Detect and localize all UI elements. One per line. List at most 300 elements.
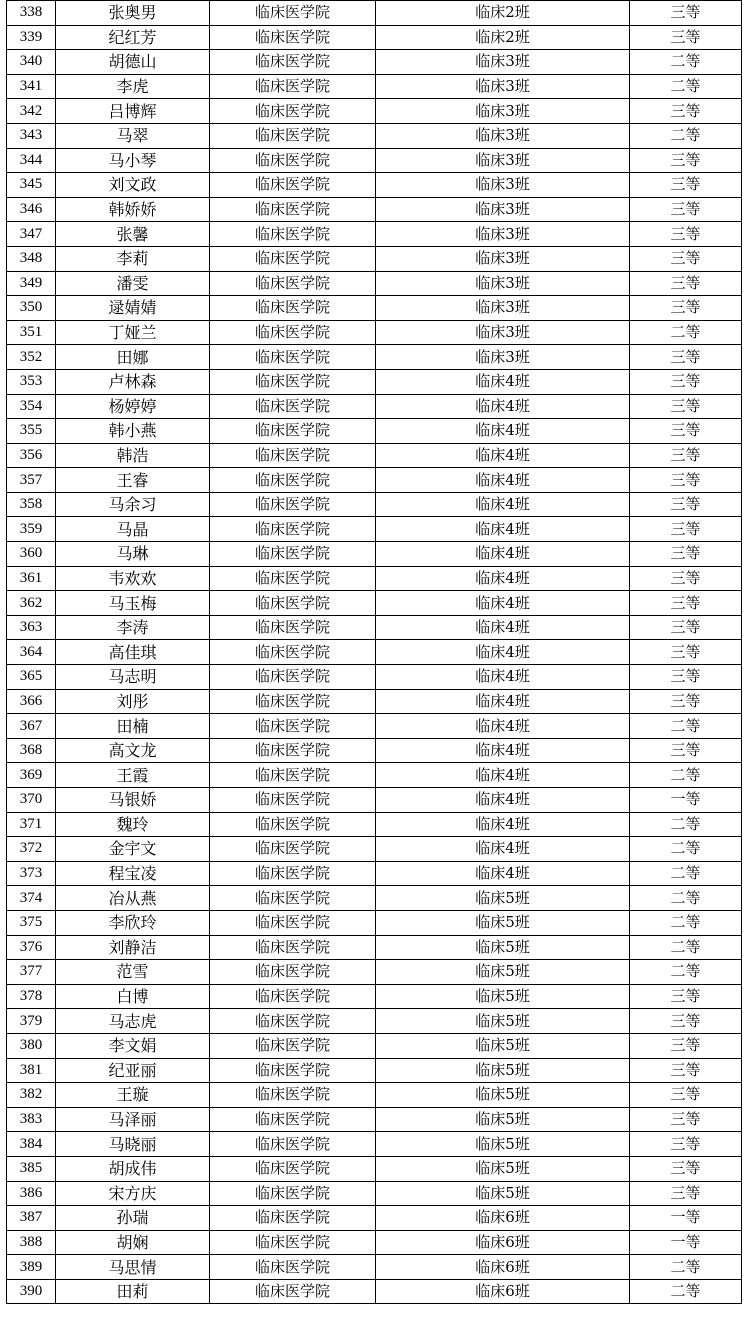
- college-name: 临床医学院: [210, 419, 376, 444]
- award-level: 三等: [630, 173, 742, 198]
- award-level: 二等: [630, 886, 742, 911]
- award-level: 三等: [630, 271, 742, 296]
- student-name: 田娜: [56, 345, 210, 370]
- college-name: 临床医学院: [210, 222, 376, 247]
- award-level: 三等: [630, 984, 742, 1009]
- college-name: 临床医学院: [210, 984, 376, 1009]
- row-number: 365: [7, 665, 56, 690]
- student-name: 马小琴: [56, 148, 210, 173]
- class-name: 临床4班: [376, 468, 630, 493]
- table-row: [7, 689, 742, 714]
- award-level: 二等: [630, 320, 742, 345]
- college-name: 临床医学院: [210, 50, 376, 75]
- row-number: 383: [7, 1107, 56, 1132]
- award-level: 三等: [630, 689, 742, 714]
- class-name: 临床4班: [376, 665, 630, 690]
- award-level: 三等: [630, 222, 742, 247]
- college-name: 临床医学院: [210, 1107, 376, 1132]
- class-name: 临床5班: [376, 1033, 630, 1058]
- college-name: 临床医学院: [210, 861, 376, 886]
- college-name: 临床医学院: [210, 148, 376, 173]
- student-name: 王睿: [56, 468, 210, 493]
- award-level: 二等: [630, 910, 742, 935]
- college-name: 临床医学院: [210, 296, 376, 321]
- student-name: 张馨: [56, 222, 210, 247]
- college-name: 临床医学院: [210, 1132, 376, 1157]
- college-name: 临床医学院: [210, 320, 376, 345]
- class-name: 临床4班: [376, 738, 630, 763]
- class-name: 临床3班: [376, 246, 630, 271]
- college-name: 临床医学院: [210, 1230, 376, 1255]
- row-number: 343: [7, 123, 56, 148]
- college-name: 临床医学院: [210, 173, 376, 198]
- college-name: 临床医学院: [210, 1009, 376, 1034]
- award-level: 三等: [630, 1156, 742, 1181]
- award-level: 三等: [630, 296, 742, 321]
- table-row: [7, 394, 742, 419]
- class-name: 临床3班: [376, 345, 630, 370]
- college-name: 临床医学院: [210, 492, 376, 517]
- table-row: [7, 1132, 742, 1157]
- college-name: 临床医学院: [210, 935, 376, 960]
- row-number: 357: [7, 468, 56, 493]
- table-row: [7, 1083, 742, 1108]
- college-name: 临床医学院: [210, 763, 376, 788]
- class-name: 临床2班: [376, 25, 630, 50]
- class-name: 临床2班: [376, 1, 630, 26]
- college-name: 临床医学院: [210, 517, 376, 542]
- row-number: 370: [7, 788, 56, 813]
- class-name: 临床5班: [376, 1181, 630, 1206]
- table-row: [7, 246, 742, 271]
- row-number: 338: [7, 1, 56, 26]
- table-row: [7, 1, 742, 26]
- college-name: 临床医学院: [210, 1033, 376, 1058]
- award-level: 二等: [630, 1279, 742, 1304]
- table-row: [7, 468, 742, 493]
- table-row: [7, 1230, 742, 1255]
- class-name: 临床3班: [376, 296, 630, 321]
- college-name: 临床医学院: [210, 369, 376, 394]
- table-row: [7, 197, 742, 222]
- class-name: 临床3班: [376, 99, 630, 124]
- class-name: 临床3班: [376, 123, 630, 148]
- table-row: [7, 886, 742, 911]
- row-number: 345: [7, 173, 56, 198]
- table-row: [7, 738, 742, 763]
- class-name: 临床3班: [376, 148, 630, 173]
- row-number: 371: [7, 812, 56, 837]
- award-level: 三等: [630, 1083, 742, 1108]
- table-row: [7, 1279, 742, 1304]
- row-number: 374: [7, 886, 56, 911]
- row-number: 380: [7, 1033, 56, 1058]
- class-name: 临床4班: [376, 369, 630, 394]
- college-name: 临床医学院: [210, 394, 376, 419]
- student-name: 冶从燕: [56, 886, 210, 911]
- student-name: 王霞: [56, 763, 210, 788]
- college-name: 临床医学院: [210, 1181, 376, 1206]
- row-number: 379: [7, 1009, 56, 1034]
- table-row: [7, 148, 742, 173]
- row-number: 349: [7, 271, 56, 296]
- college-name: 临床医学院: [210, 640, 376, 665]
- college-name: 临床医学院: [210, 591, 376, 616]
- award-level: 三等: [630, 1058, 742, 1083]
- student-name: 李欣玲: [56, 910, 210, 935]
- table-row: [7, 615, 742, 640]
- row-number: 352: [7, 345, 56, 370]
- student-name: 田楠: [56, 714, 210, 739]
- student-name: 李涛: [56, 615, 210, 640]
- table-row: [7, 50, 742, 75]
- table-row: [7, 1058, 742, 1083]
- student-name: 杨婷婷: [56, 394, 210, 419]
- class-name: 临床3班: [376, 74, 630, 99]
- row-number: 347: [7, 222, 56, 247]
- college-name: 临床医学院: [210, 566, 376, 591]
- student-name: 高文龙: [56, 738, 210, 763]
- college-name: 临床医学院: [210, 689, 376, 714]
- row-number: 363: [7, 615, 56, 640]
- student-name: 魏玲: [56, 812, 210, 837]
- student-name: 李虎: [56, 74, 210, 99]
- table-row: [7, 123, 742, 148]
- award-level: 二等: [630, 714, 742, 739]
- table-row: [7, 788, 742, 813]
- award-level: 三等: [630, 640, 742, 665]
- college-name: 临床医学院: [210, 788, 376, 813]
- award-level: 三等: [630, 1, 742, 26]
- table-row: [7, 665, 742, 690]
- class-name: 临床3班: [376, 50, 630, 75]
- class-name: 临床3班: [376, 173, 630, 198]
- award-level: 三等: [630, 99, 742, 124]
- award-roster-table: [6, 0, 742, 1304]
- award-level: 三等: [630, 468, 742, 493]
- table-row: [7, 369, 742, 394]
- table-row: [7, 566, 742, 591]
- class-name: 临床5班: [376, 886, 630, 911]
- award-level: 三等: [630, 665, 742, 690]
- student-name: 逯婧婧: [56, 296, 210, 321]
- award-level: 三等: [630, 1009, 742, 1034]
- student-name: 纪红芳: [56, 25, 210, 50]
- row-number: 372: [7, 837, 56, 862]
- class-name: 临床5班: [376, 1083, 630, 1108]
- student-name: 程宝凌: [56, 861, 210, 886]
- student-name: 丁娅兰: [56, 320, 210, 345]
- row-number: 339: [7, 25, 56, 50]
- class-name: 临床4班: [376, 689, 630, 714]
- student-name: 范雪: [56, 960, 210, 985]
- row-number: 361: [7, 566, 56, 591]
- table-row: [7, 222, 742, 247]
- table-row: [7, 861, 742, 886]
- student-name: 李文娟: [56, 1033, 210, 1058]
- row-number: 367: [7, 714, 56, 739]
- award-level: 三等: [630, 566, 742, 591]
- class-name: 临床4班: [376, 640, 630, 665]
- table-row: [7, 296, 742, 321]
- table-row: [7, 910, 742, 935]
- row-number: 355: [7, 419, 56, 444]
- row-number: 353: [7, 369, 56, 394]
- student-name: 马泽丽: [56, 1107, 210, 1132]
- award-level: 一等: [630, 1230, 742, 1255]
- row-number: 350: [7, 296, 56, 321]
- class-name: 临床5班: [376, 1156, 630, 1181]
- table-row: [7, 1033, 742, 1058]
- award-level: 三等: [630, 394, 742, 419]
- award-level: 三等: [630, 197, 742, 222]
- class-name: 临床4班: [376, 566, 630, 591]
- college-name: 临床医学院: [210, 1058, 376, 1083]
- row-number: 368: [7, 738, 56, 763]
- row-number: 389: [7, 1255, 56, 1280]
- award-roster-sheet: [6, 0, 741, 1304]
- row-number: 356: [7, 443, 56, 468]
- college-name: 临床医学院: [210, 812, 376, 837]
- student-name: 刘静洁: [56, 935, 210, 960]
- row-number: 344: [7, 148, 56, 173]
- student-name: 马翠: [56, 123, 210, 148]
- class-name: 临床4班: [376, 443, 630, 468]
- table-row: [7, 1206, 742, 1231]
- award-level: 三等: [630, 738, 742, 763]
- college-name: 临床医学院: [210, 443, 376, 468]
- row-number: 342: [7, 99, 56, 124]
- row-number: 364: [7, 640, 56, 665]
- college-name: 临床医学院: [210, 665, 376, 690]
- college-name: 临床医学院: [210, 74, 376, 99]
- student-name: 韩娇娇: [56, 197, 210, 222]
- table-row: [7, 812, 742, 837]
- row-number: 381: [7, 1058, 56, 1083]
- award-level: 三等: [630, 25, 742, 50]
- class-name: 临床3班: [376, 320, 630, 345]
- award-level: 三等: [630, 492, 742, 517]
- student-name: 韩小燕: [56, 419, 210, 444]
- award-level: 二等: [630, 74, 742, 99]
- student-name: 金宇文: [56, 837, 210, 862]
- student-name: 卢林森: [56, 369, 210, 394]
- class-name: 临床4班: [376, 591, 630, 616]
- table-row: [7, 99, 742, 124]
- table-row: [7, 1009, 742, 1034]
- college-name: 临床医学院: [210, 468, 376, 493]
- class-name: 临床4班: [376, 394, 630, 419]
- class-name: 临床5班: [376, 910, 630, 935]
- row-number: 386: [7, 1181, 56, 1206]
- table-row: [7, 1255, 742, 1280]
- student-name: 白博: [56, 984, 210, 1009]
- class-name: 临床4班: [376, 763, 630, 788]
- student-name: 刘彤: [56, 689, 210, 714]
- award-level: 三等: [630, 419, 742, 444]
- college-name: 临床医学院: [210, 738, 376, 763]
- award-level: 二等: [630, 861, 742, 886]
- student-name: 胡娴: [56, 1230, 210, 1255]
- class-name: 临床5班: [376, 1058, 630, 1083]
- college-name: 临床医学院: [210, 1083, 376, 1108]
- student-name: 刘文政: [56, 173, 210, 198]
- table-row: [7, 1107, 742, 1132]
- class-name: 临床4班: [376, 615, 630, 640]
- college-name: 临床医学院: [210, 542, 376, 567]
- row-number: 382: [7, 1083, 56, 1108]
- table-row: [7, 640, 742, 665]
- table-row: [7, 935, 742, 960]
- table-row: [7, 763, 742, 788]
- row-number: 341: [7, 74, 56, 99]
- table-row: [7, 320, 742, 345]
- class-name: 临床5班: [376, 1107, 630, 1132]
- class-name: 临床5班: [376, 984, 630, 1009]
- college-name: 临床医学院: [210, 123, 376, 148]
- college-name: 临床医学院: [210, 615, 376, 640]
- award-level: 三等: [630, 1181, 742, 1206]
- award-level: 二等: [630, 50, 742, 75]
- award-level: 三等: [630, 246, 742, 271]
- table-row: [7, 492, 742, 517]
- college-name: 临床医学院: [210, 1, 376, 26]
- college-name: 临床医学院: [210, 246, 376, 271]
- award-level: 三等: [630, 443, 742, 468]
- class-name: 临床4班: [376, 837, 630, 862]
- student-name: 李莉: [56, 246, 210, 271]
- class-name: 临床4班: [376, 542, 630, 567]
- class-name: 临床4班: [376, 517, 630, 542]
- student-name: 马志虎: [56, 1009, 210, 1034]
- award-level: 三等: [630, 591, 742, 616]
- row-number: 366: [7, 689, 56, 714]
- student-name: 田莉: [56, 1279, 210, 1304]
- class-name: 临床4班: [376, 492, 630, 517]
- student-name: 马余习: [56, 492, 210, 517]
- student-name: 马思情: [56, 1255, 210, 1280]
- table-row: [7, 960, 742, 985]
- award-level: 一等: [630, 1206, 742, 1231]
- table-row: [7, 591, 742, 616]
- row-number: 340: [7, 50, 56, 75]
- row-number: 375: [7, 910, 56, 935]
- roster-body: [7, 1, 742, 1304]
- award-level: 三等: [630, 148, 742, 173]
- college-name: 临床医学院: [210, 837, 376, 862]
- student-name: 马银娇: [56, 788, 210, 813]
- table-row: [7, 714, 742, 739]
- award-level: 三等: [630, 345, 742, 370]
- class-name: 临床6班: [376, 1255, 630, 1280]
- row-number: 376: [7, 935, 56, 960]
- award-level: 三等: [630, 542, 742, 567]
- award-level: 二等: [630, 935, 742, 960]
- table-row: [7, 443, 742, 468]
- award-level: 二等: [630, 1255, 742, 1280]
- award-level: 三等: [630, 1132, 742, 1157]
- class-name: 临床4班: [376, 714, 630, 739]
- student-name: 张奥男: [56, 1, 210, 26]
- student-name: 胡德山: [56, 50, 210, 75]
- class-name: 临床4班: [376, 861, 630, 886]
- row-number: 388: [7, 1230, 56, 1255]
- student-name: 马琳: [56, 542, 210, 567]
- row-number: 351: [7, 320, 56, 345]
- college-name: 临床医学院: [210, 714, 376, 739]
- row-number: 360: [7, 542, 56, 567]
- class-name: 临床6班: [376, 1279, 630, 1304]
- row-number: 348: [7, 246, 56, 271]
- table-row: [7, 345, 742, 370]
- row-number: 387: [7, 1206, 56, 1231]
- award-level: 三等: [630, 517, 742, 542]
- student-name: 韩浩: [56, 443, 210, 468]
- class-name: 临床4班: [376, 419, 630, 444]
- row-number: 358: [7, 492, 56, 517]
- student-name: 高佳琪: [56, 640, 210, 665]
- class-name: 临床5班: [376, 1132, 630, 1157]
- college-name: 临床医学院: [210, 1279, 376, 1304]
- row-number: 377: [7, 960, 56, 985]
- row-number: 354: [7, 394, 56, 419]
- college-name: 临床医学院: [210, 197, 376, 222]
- college-name: 临床医学院: [210, 960, 376, 985]
- row-number: 384: [7, 1132, 56, 1157]
- student-name: 宋方庆: [56, 1181, 210, 1206]
- student-name: 王璇: [56, 1083, 210, 1108]
- college-name: 临床医学院: [210, 25, 376, 50]
- table-row: [7, 74, 742, 99]
- class-name: 临床6班: [376, 1206, 630, 1231]
- award-level: 三等: [630, 369, 742, 394]
- class-name: 临床4班: [376, 812, 630, 837]
- student-name: 韦欢欢: [56, 566, 210, 591]
- award-level: 二等: [630, 123, 742, 148]
- table-row: [7, 837, 742, 862]
- row-number: 362: [7, 591, 56, 616]
- class-name: 临床4班: [376, 788, 630, 813]
- college-name: 临床医学院: [210, 99, 376, 124]
- student-name: 纪亚丽: [56, 1058, 210, 1083]
- class-name: 临床5班: [376, 1009, 630, 1034]
- college-name: 临床医学院: [210, 910, 376, 935]
- row-number: 385: [7, 1156, 56, 1181]
- student-name: 马晓丽: [56, 1132, 210, 1157]
- student-name: 马晶: [56, 517, 210, 542]
- college-name: 临床医学院: [210, 1206, 376, 1231]
- row-number: 359: [7, 517, 56, 542]
- student-name: 潘雯: [56, 271, 210, 296]
- college-name: 临床医学院: [210, 271, 376, 296]
- award-level: 三等: [630, 615, 742, 640]
- award-level: 三等: [630, 1033, 742, 1058]
- student-name: 孙瑞: [56, 1206, 210, 1231]
- class-name: 临床3班: [376, 271, 630, 296]
- student-name: 吕博辉: [56, 99, 210, 124]
- college-name: 临床医学院: [210, 886, 376, 911]
- table-row: [7, 984, 742, 1009]
- student-name: 马玉梅: [56, 591, 210, 616]
- class-name: 临床5班: [376, 960, 630, 985]
- table-row: [7, 25, 742, 50]
- table-row: [7, 542, 742, 567]
- table-row: [7, 419, 742, 444]
- award-level: 二等: [630, 812, 742, 837]
- student-name: 胡成伟: [56, 1156, 210, 1181]
- table-row: [7, 1156, 742, 1181]
- college-name: 临床医学院: [210, 345, 376, 370]
